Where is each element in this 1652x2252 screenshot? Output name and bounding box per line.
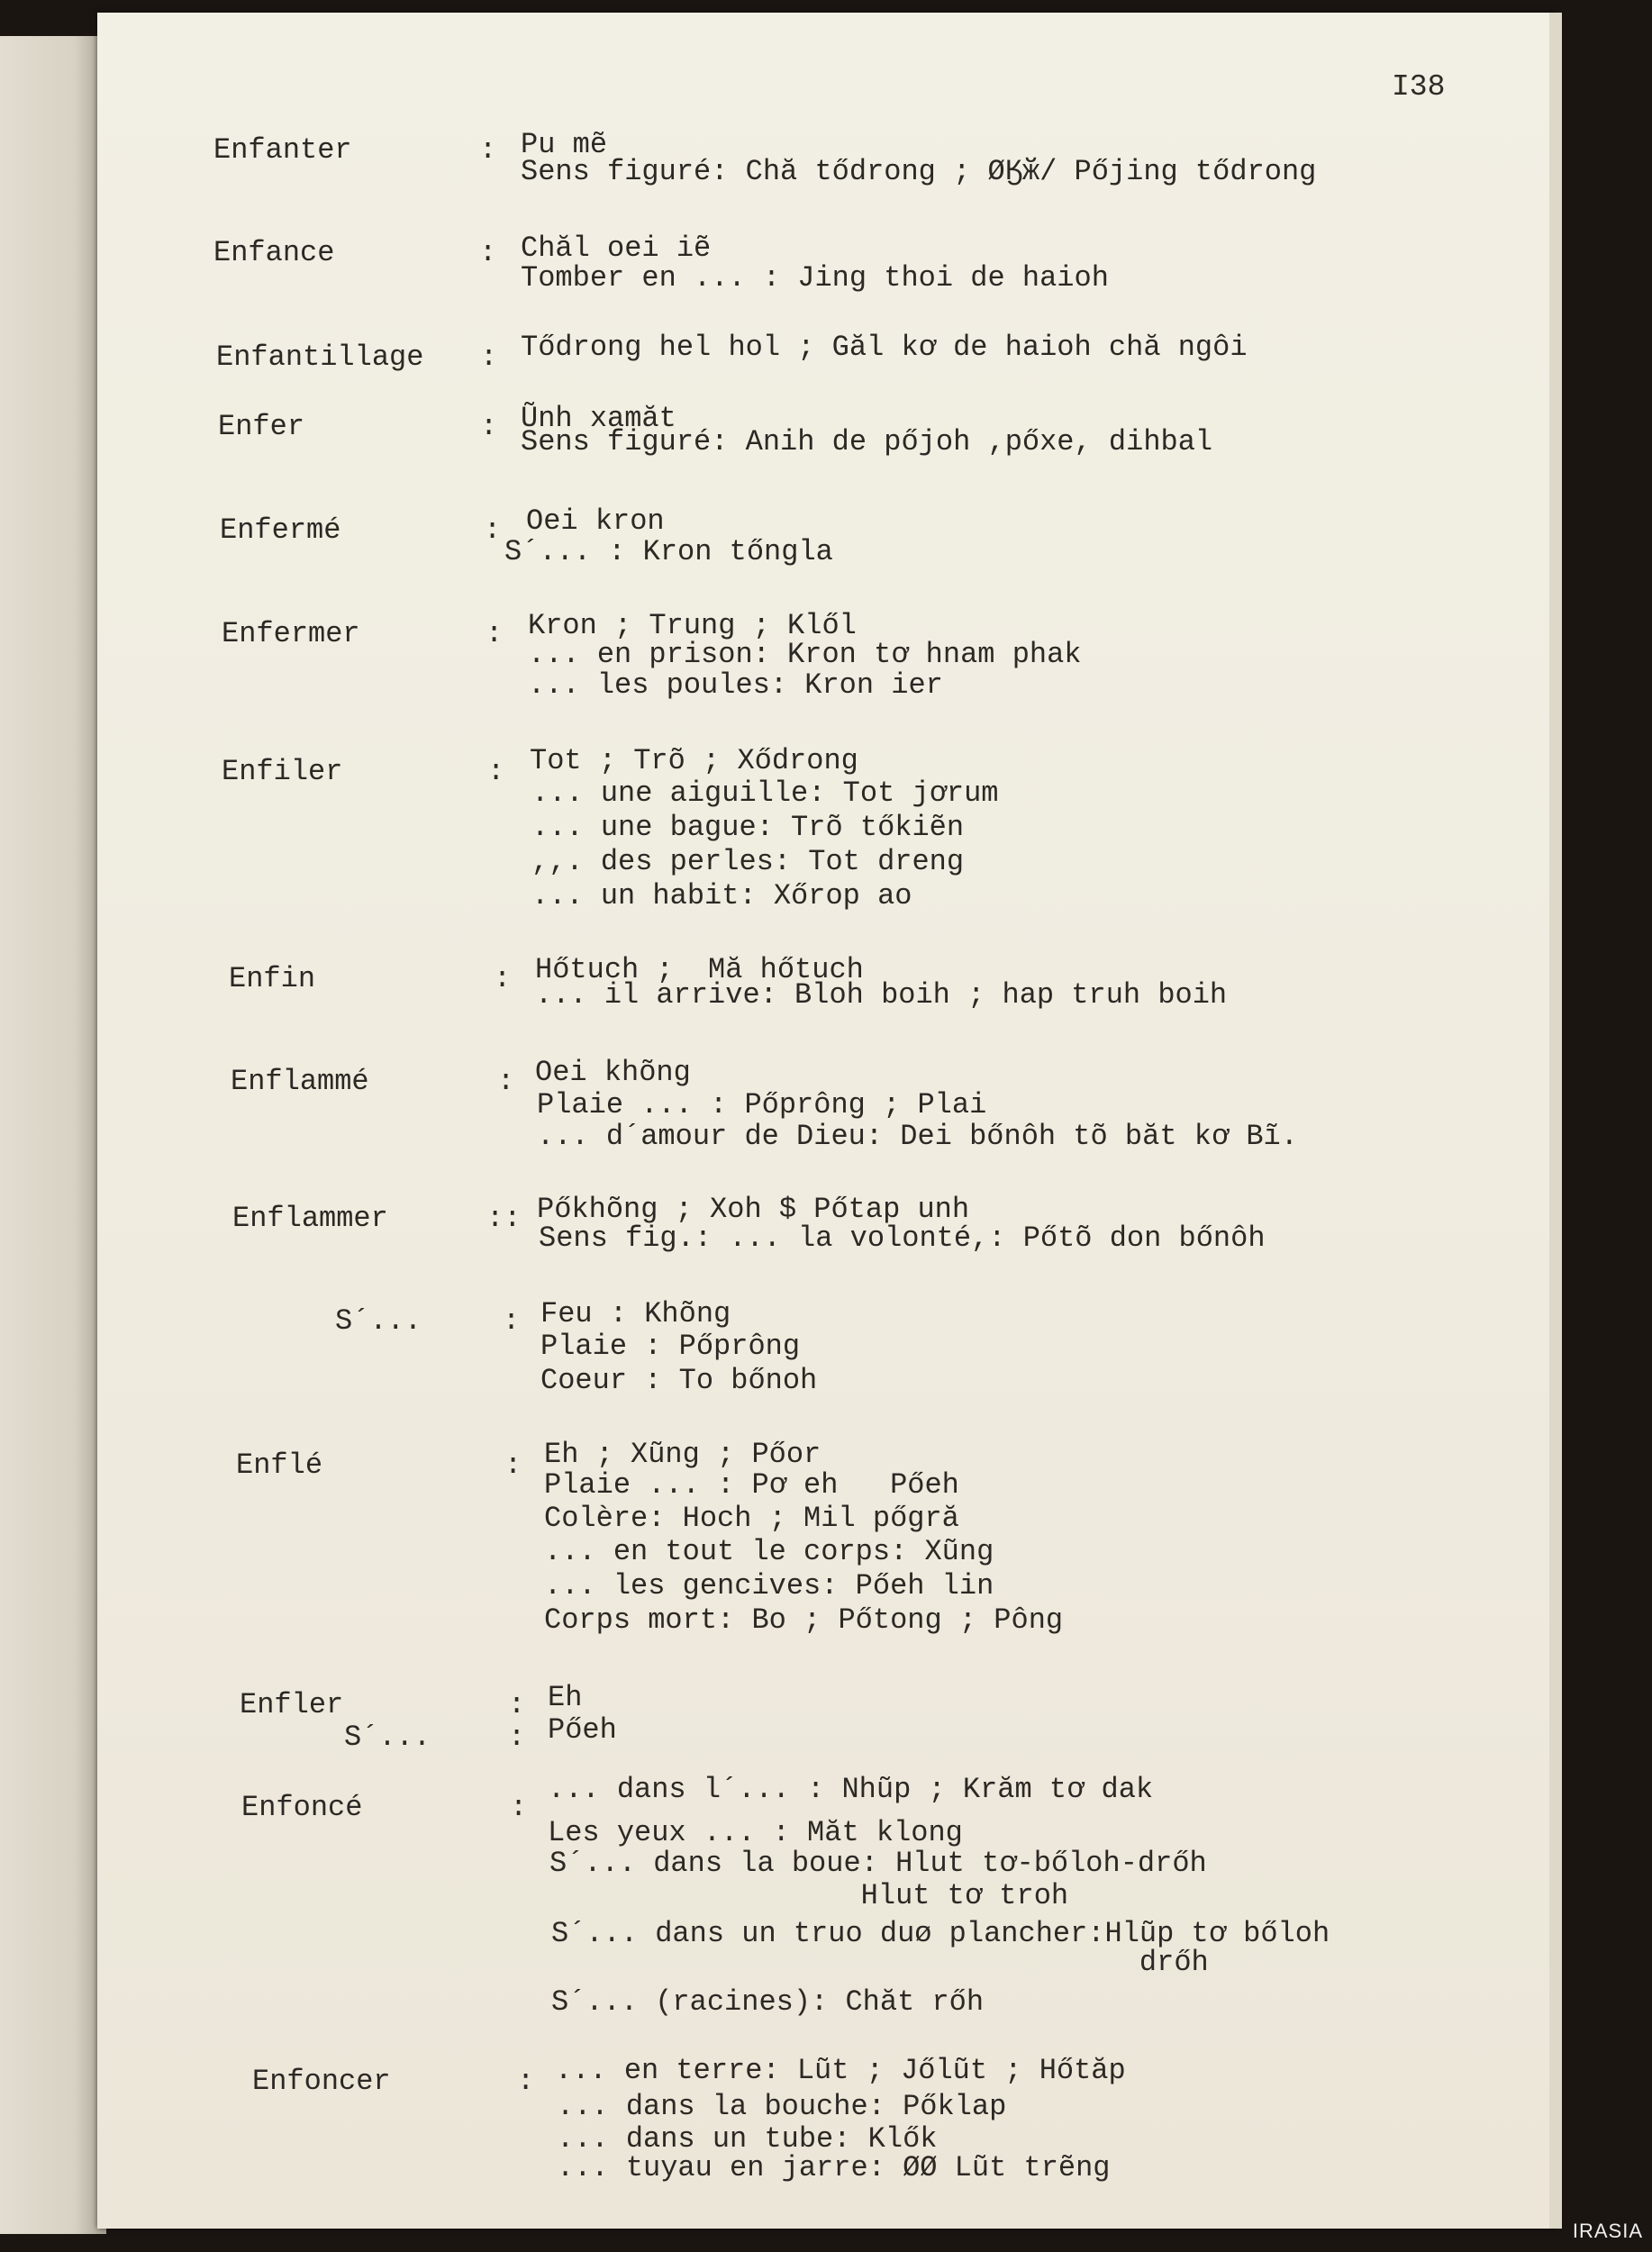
definition-line: ... il arrive: Bloh boih ; hap truh boih — [535, 978, 1228, 1012]
definition-line: ... d´amour de Dieu: Dei bőnôh tõ băt kơ Bĩ. — [537, 1120, 1298, 1153]
headword: Enflammé — [231, 1065, 369, 1098]
definition-line: Kron ; Trung ; Klől — [528, 609, 857, 642]
headword: Enfermé — [220, 513, 341, 547]
definition-line: ,,. des perles: Tot dreng — [531, 845, 965, 878]
definition-line: ... dans l´... : Nhũp ; Krăm tơ dak — [548, 1773, 1154, 1806]
definition-line: Pőkhõng ; Xoh $ Pőtap unh — [537, 1193, 970, 1226]
headword: Enfermer — [222, 617, 360, 650]
headword-sub: S´... — [344, 1721, 431, 1754]
definition-line: ... dans un tube: Klők — [557, 2122, 938, 2156]
colon: : — [508, 1688, 526, 1721]
headword: Enfoncé — [241, 1791, 363, 1824]
definition-line: Plaie ... : Pőprông ; Plai — [537, 1088, 987, 1121]
definition-line: Hlut tơ troh — [549, 1879, 1069, 1912]
definition-line: Coeur : To bőnoh — [540, 1364, 818, 1397]
definition-line: Tődrong hel hol ; Găl kơ de haioh chă ngôi — [521, 331, 1248, 364]
definition-line: ... en prison: Kron tơ hnam phak — [528, 638, 1082, 671]
colon: : — [508, 1721, 526, 1754]
definition-line: Pőeh — [548, 1713, 617, 1747]
watermark: IRASIA — [1572, 2220, 1643, 2242]
definition-line: Tot ; Trõ ; Xődrong — [530, 744, 858, 777]
definition-line: Oei khõng — [535, 1056, 691, 1089]
colon: : — [503, 1304, 521, 1338]
definition-line: Eh ; Xũng ; Pőor — [544, 1438, 821, 1471]
colon: : — [480, 341, 498, 374]
colon: : — [486, 617, 504, 650]
headword: Enfoncer — [252, 2065, 391, 2098]
colon: : — [484, 513, 502, 547]
definition-line: Sens fig.: ... la volonté,: Pőtõ don bőnôh — [539, 1221, 1266, 1255]
definition-line: ... les poules: Kron ier — [528, 668, 943, 702]
definition-line: S´... (racines): Chăt rőh — [551, 1985, 985, 2019]
definition-line: ... une aiguille: Tot jơrum — [531, 776, 999, 810]
colon: :: — [486, 1202, 522, 1235]
definition-line: ... en terre: Lũt ; Jőlũt ; Hőtăp — [555, 2054, 1126, 2087]
colon: : — [517, 2065, 535, 2098]
definition-line: ... dans la bouche: Pőklap — [557, 2090, 1007, 2123]
headword: Enflé — [236, 1448, 323, 1482]
definition-line: Eh — [548, 1681, 583, 1714]
definition-line: Plaie : Pőprông — [540, 1330, 801, 1363]
headword-sub: S´... — [335, 1304, 422, 1338]
definition-line: Feu : Khõng — [540, 1297, 731, 1330]
headword: Enfler — [240, 1688, 344, 1721]
colon: : — [480, 410, 498, 443]
headword: Enflammer — [232, 1202, 388, 1235]
colon: : — [504, 1448, 522, 1482]
headword: Enfiler — [222, 755, 343, 788]
page-edge — [1549, 13, 1562, 2229]
headword: Enfance — [213, 236, 335, 269]
definition-line: Pu mẽ — [521, 128, 608, 161]
definition-line: Ũnh xamăt — [521, 402, 676, 435]
colon: : — [497, 1065, 515, 1098]
colon: : — [494, 962, 512, 995]
definition-line: ... en tout le corps: Xũng — [544, 1535, 994, 1568]
headword: Enfin — [229, 962, 316, 995]
definition-line: ... une bague: Trõ tőkiẽn — [531, 811, 965, 844]
definition-line: ... les gencives: Pőeh lin — [544, 1569, 994, 1603]
page-number: I38 — [1392, 70, 1446, 104]
definition-line: drőh — [551, 1946, 1209, 1979]
definition-line: Hőtuch ; Mă hőtuch — [535, 953, 864, 986]
definition-line: Plaie ... : Pơ eh Pőeh — [544, 1468, 959, 1502]
headword: Enfer — [218, 410, 305, 443]
colon: : — [510, 1791, 528, 1824]
definition-line: S´... dans un truo duø plancher:Hlũp tơ bőloh — [551, 1917, 1330, 1950]
definition-line: Chăl oei iẽ — [521, 232, 712, 265]
definition-line: S´... dans la boue: Hlut tơ-bőloh-drőh — [549, 1847, 1207, 1880]
definition-line: ... un habit: Xőrop ao — [531, 879, 912, 913]
definition-line: Sens figuré: Chă tődrong ; ØӃӂ/ Pőjing tődrong — [521, 155, 1317, 188]
definition-line: S´... : Kron tőngla — [504, 535, 833, 568]
definition-line: Oei kron — [526, 504, 665, 538]
colon: : — [479, 236, 497, 269]
definition-line: ... tuyau en jarre: ØØ Lũt trẽng — [557, 2151, 1111, 2184]
colon: : — [487, 755, 505, 788]
definition-line: Corps mort: Bo ; Pőtong ; Pông — [544, 1603, 1064, 1637]
definition-line: Sens figuré: Anih de pőjoh ,pőxe, dihbal — [521, 425, 1213, 459]
headword: Enfantillage — [216, 341, 424, 374]
definition-line: Colère: Hoch ; Mil pőgră — [544, 1502, 959, 1535]
colon: : — [479, 133, 497, 167]
definition-line: Tomber en ... : Jing thoi de haioh — [521, 261, 1109, 295]
definition-line: Les yeux ... : Măt klong — [548, 1816, 963, 1849]
previous-page-edge — [0, 36, 106, 2234]
headword: Enfanter — [213, 133, 352, 167]
